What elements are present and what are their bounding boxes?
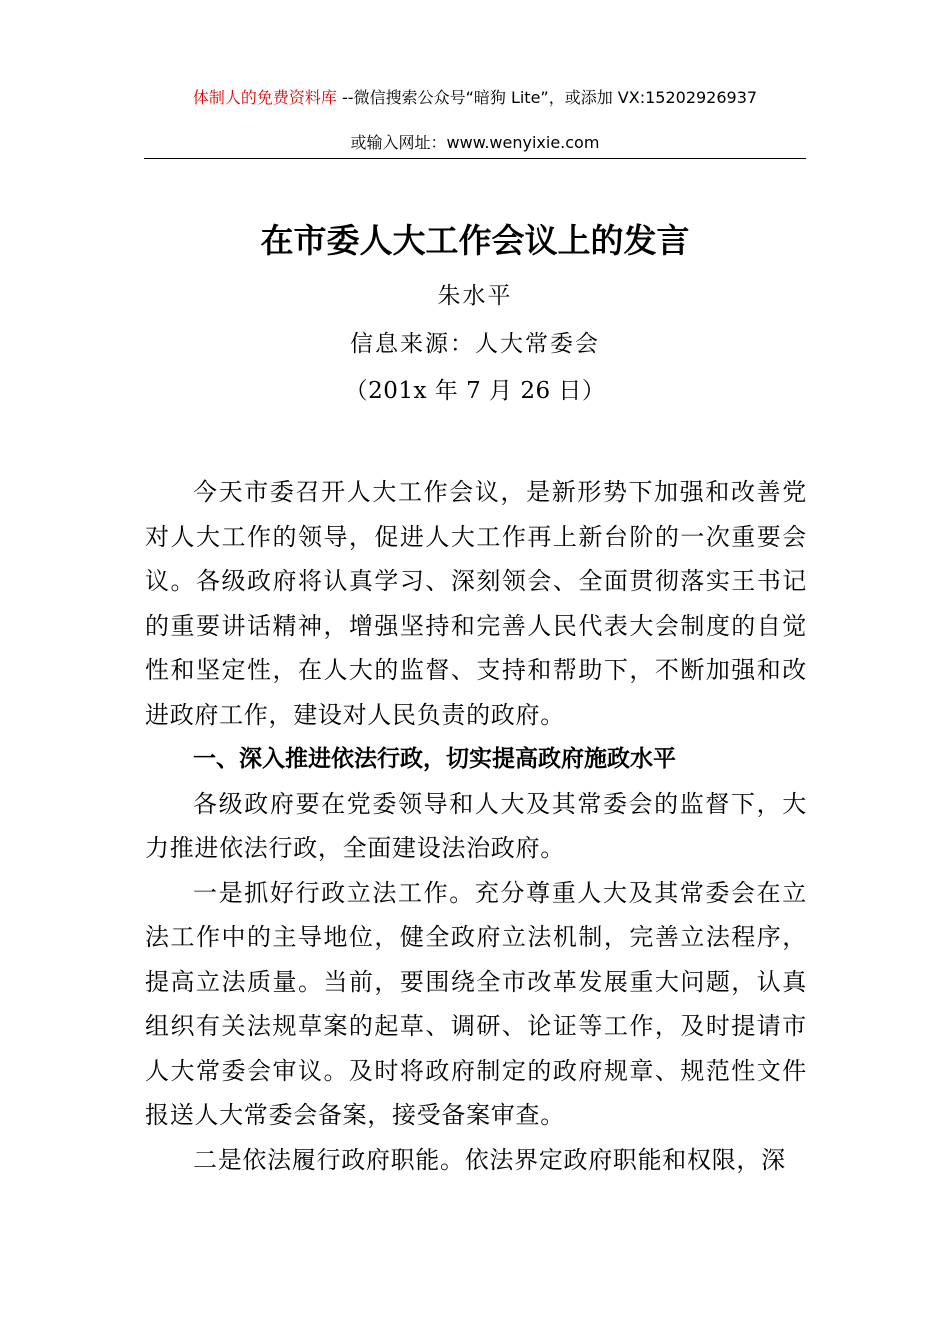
intro-paragraph: 今天市委召开人大工作会议，是新形势下加强和改善党对人大工作的领导，促进人大工作再上新台阶的一次重要会议。各级政府将认真学习、深刻领会、全面贯彻落实王书记的重要讲话精神，增强坚持和完善人民代表大会制度的自觉性和坚定性，在人大的监督、支持和帮助下，不断加强和改进政府工作，建设对人民负责的政府。 — [145, 478, 807, 729]
document-body — [145, 470, 807, 1182]
document-source: 信息来源：人大常委会 — [350, 331, 600, 357]
item-1-lead: 一是抓好行政立法工作。 — [193, 878, 475, 907]
item-paragraph-1 — [145, 871, 807, 1138]
item-2-text: 依法界定政府职能和权限，深 — [464, 1145, 786, 1174]
brand-name: 体制人的免费资料库 — [192, 88, 337, 107]
promo-text: --微信搜索公众号“暗狗 Lite”，或添加 VX:15202926937 — [336, 88, 758, 107]
item-1-text: 充分尊重人大及其常委会在立法工作中的主导地位，健全政府立法机制，完善立法程序，提高立法质量。当前，要围绕全市改革发展重大问题，认真组织有关法规草案的起草、调研、论证等工作，及时提请市人大常委会审议。及时将政府制定的政府规章、规范性文件报送人大常委会备案，接受备案审查。 — [145, 878, 807, 1129]
section-paragraph: 各级政府要在党委领导和人大及其常委会的监督下，大力推进依法行政，全面建设法治政府。 — [145, 789, 807, 862]
header-banner — [0, 86, 950, 110]
item-2-lead: 二是依法履行政府职能。 — [193, 1145, 465, 1174]
website-line: 或输入网址：www.wenyixie.com — [350, 133, 600, 152]
header-divider — [144, 158, 806, 159]
document-author: 朱水平 — [437, 283, 513, 309]
document-date: （201x 年 7 月 26 日） — [344, 378, 606, 404]
document-title: 在市委人大工作会议上的发言 — [260, 221, 690, 260]
section-heading: 一、深入推进依法行政，切实提高政府施政水平 — [193, 746, 676, 772]
item-paragraph-2 — [145, 1138, 807, 1183]
